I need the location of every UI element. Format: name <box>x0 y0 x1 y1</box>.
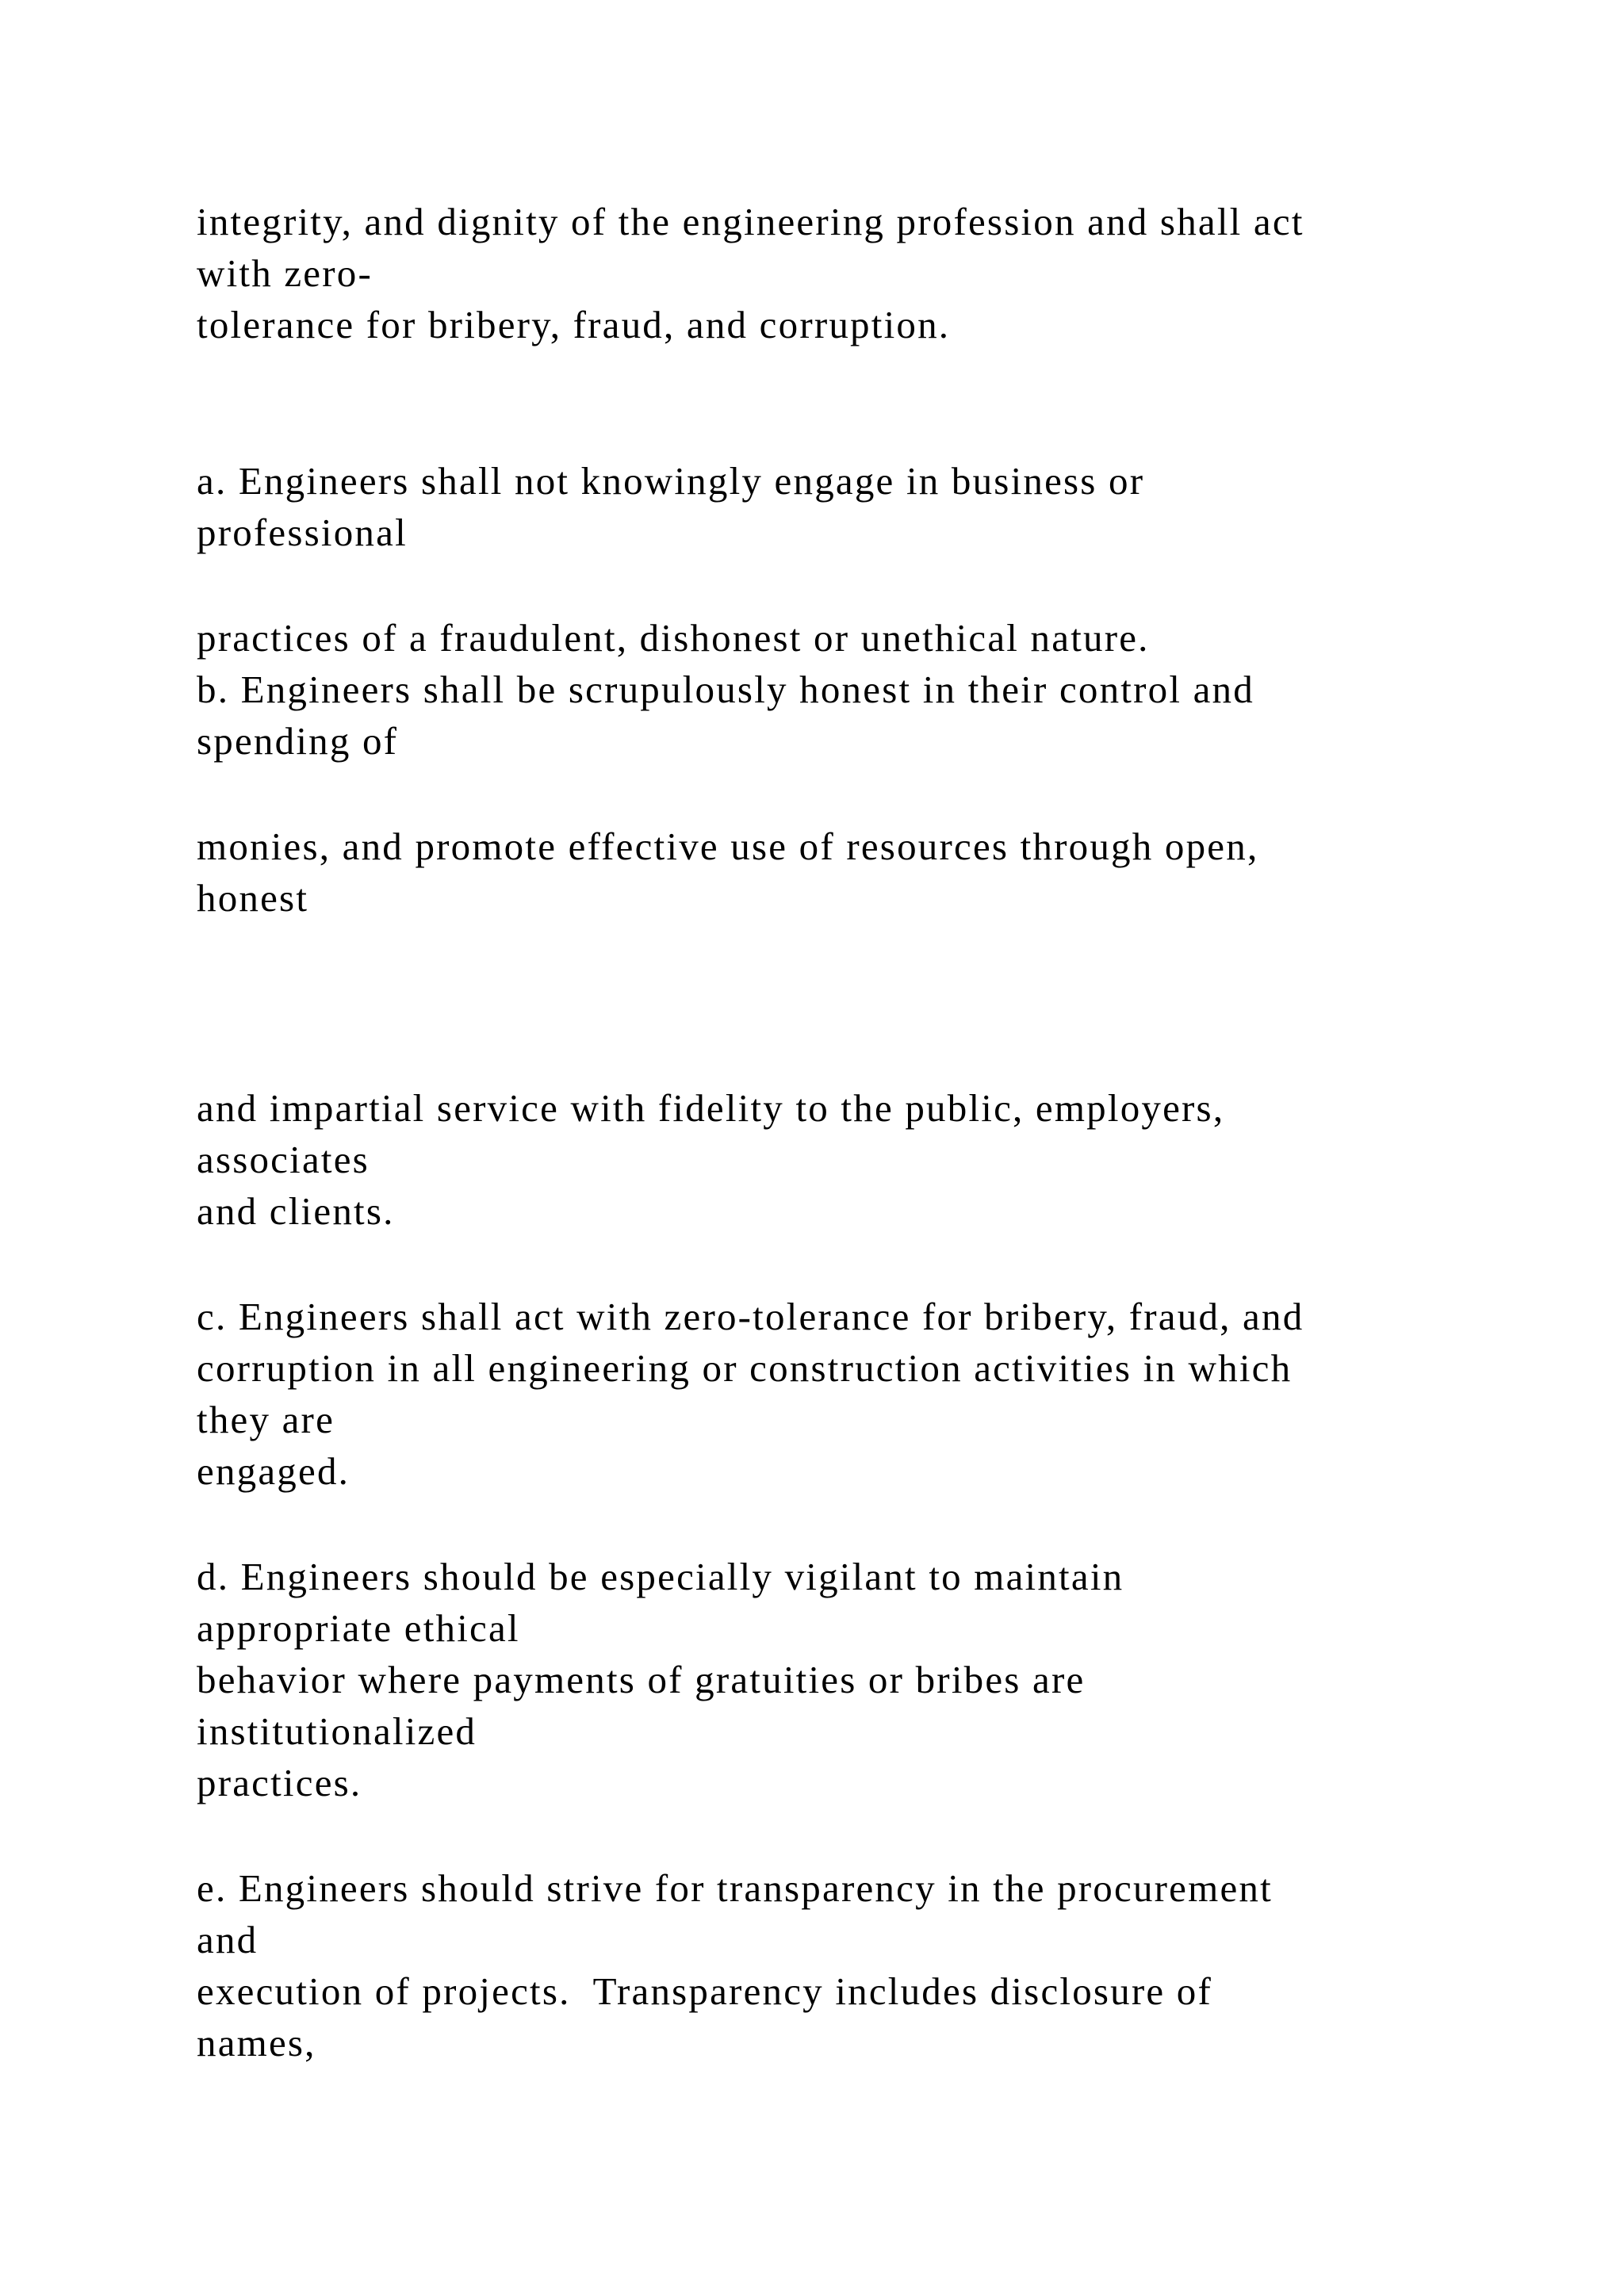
text-line: monies, and promote effective use of resources through open, <box>197 825 1259 868</box>
text-line: practices. <box>197 1761 362 1804</box>
text-line: corruption in all engineering or construction activities in which <box>197 1346 1293 1390</box>
text-line: execution of projects. Transparency includes disclosure of <box>197 1969 1213 2013</box>
text-line: and <box>197 1918 259 1961</box>
text-line: integrity, and dignity of the engineering profession and shall act <box>197 200 1304 243</box>
text-line: engaged. <box>197 1449 350 1493</box>
text-line: honest <box>197 876 309 920</box>
text-line: they are <box>197 1398 335 1441</box>
text-line: practices of a fraudulent, dishonest or unethical nature. <box>197 616 1150 660</box>
text-line: names, <box>197 2021 316 2064</box>
text-line: behavior where payments of gratuities or bribes are <box>197 1658 1086 1701</box>
text-line: institutionalized <box>197 1709 477 1753</box>
text-line: with zero- <box>197 251 373 295</box>
text-line: c. Engineers shall act with zero-tolerance for bribery, fraud, and <box>197 1295 1304 1338</box>
text-line: a. Engineers shall not knowingly engage in business or <box>197 459 1145 503</box>
text-line: professional <box>197 511 408 554</box>
text-line: and impartial service with fidelity to the public, employers, <box>197 1086 1225 1130</box>
text-line: appropriate ethical <box>197 1606 520 1650</box>
text-line: associates <box>197 1138 370 1181</box>
text-line: tolerance for bribery, fraud, and corruption. <box>197 303 951 346</box>
text-line: spending of <box>197 719 399 763</box>
text-line: and clients. <box>197 1189 395 1233</box>
text-line: e. Engineers should strive for transparency in the procurement <box>197 1866 1273 1910</box>
text-line: d. Engineers should be especially vigilant to maintain <box>197 1555 1124 1598</box>
text-line: b. Engineers shall be scrupulously honest in their control and <box>197 668 1254 711</box>
